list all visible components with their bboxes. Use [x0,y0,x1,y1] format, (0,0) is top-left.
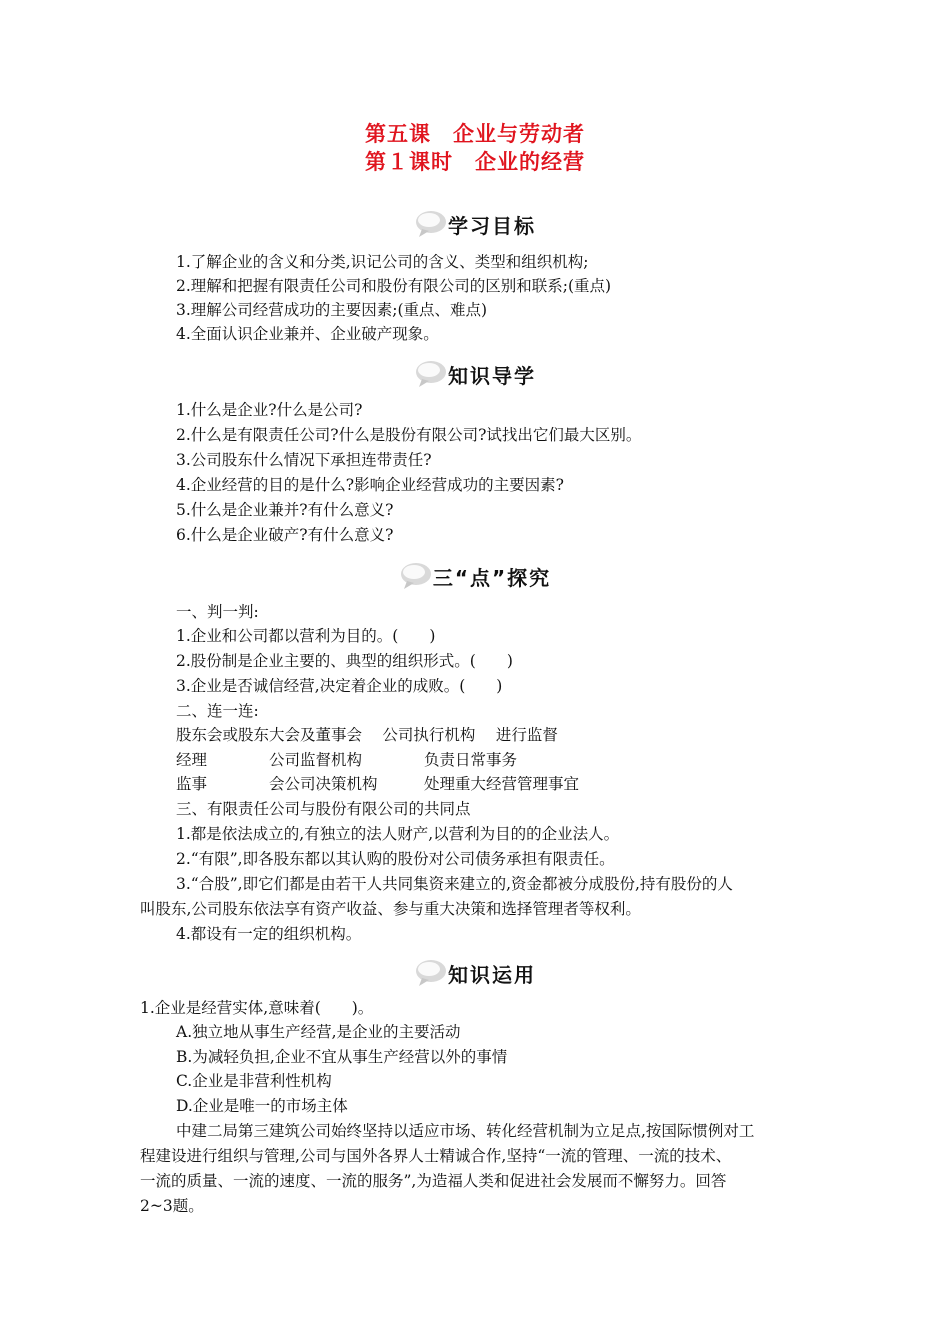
text-line: 4.都设有一定的组织机构。 [176,925,362,943]
text-line: 一、判一判: [176,603,259,621]
text-line: 股东会或股东大会及董事会 公司执行机构 进行监督 [176,726,558,744]
lesson-title-line-2: 第１课时 企业的经营 [365,150,585,174]
list-item: 1.了解企业的含义和分类,识记公司的含义、类型和组织机构; [176,253,589,271]
text-line: 二、连一连: [176,702,259,720]
text-line: 3.“合股”,即它们都是由若干人共同集资来建立的,资金都被分成股份,持有股份的人 [176,875,733,893]
passage-line: 一流的质量、一流的速度、一流的服务”,为造福人类和促进社会发展而不懈努力。回答 [140,1172,727,1190]
section-header-guide [0,354,950,394]
speech-bubble-icon [414,359,448,389]
section-header-apply [0,953,950,993]
section-title-goals: 学习目标 [448,213,536,238]
passage-line: 程建设进行组织与管理,公司与国外各界人士精诚合作,坚持“一流的管理、一流的技术、 [140,1147,732,1165]
list-item: 2.什么是有限责任公司?什么是股份有限公司?试找出它们最大区别。 [176,426,642,444]
list-item: 3.理解公司经营成功的主要因素;(重点、难点) [176,301,488,319]
list-item: 2.理解和把握有限责任公司和股份有限公司的区别和联系;(重点) [176,277,612,295]
speech-bubble-icon [399,561,433,591]
section-header-goals [0,204,950,244]
text-line: 经理 公司监督机构 负责日常事务 [176,751,518,769]
text-line: 3.企业是否诚信经营,决定着企业的成败。( ) [176,677,503,695]
list-item: 6.什么是企业破产?有什么意义? [176,526,394,544]
text-line: 2.“有限”,即各股东都以其认购的股份对公司债务承担有限责任。 [176,850,615,868]
speech-bubble-icon [414,209,448,239]
section-title-explore: 三“点”探究 [432,565,552,590]
text-line: 监事 会公司决策机构 处理重大经营管理事宜 [176,775,580,793]
section-title-guide: 知识导学 [448,363,536,388]
list-item: 4.全面认识企业兼并、企业破产现象。 [176,325,439,343]
list-item: 5.什么是企业兼并?有什么意义? [176,501,394,519]
option-b: B.为减轻负担,企业不宜从事生产经营以外的事情 [176,1048,508,1066]
passage-line: 中建二局第三建筑公司始终坚持以适应市场、转化经营机制为立足点,按国际惯例对工 [176,1122,755,1140]
lesson-title-line-1: 第五课 企业与劳动者 [365,122,585,146]
text-line: 三、有限责任公司与股份有限公司的共同点 [176,800,471,818]
section-header-explore [0,556,950,596]
section-title-apply: 知识运用 [448,962,536,987]
lesson-title [0,120,950,176]
list-item: 3.公司股东什么情况下承担连带责任? [176,451,432,469]
speech-bubble-icon [414,958,448,988]
option-a: A.独立地从事生产经营,是企业的主要活动 [176,1023,461,1041]
text-line: 2.股份制是企业主要的、典型的组织形式。( ) [176,652,513,670]
option-c: C.企业是非营利性机构 [176,1072,332,1090]
option-d: D.企业是唯一的市场主体 [176,1097,348,1115]
passage-line: 2~3题。 [140,1197,204,1215]
text-line: 1.都是依法成立的,有独立的法人财产,以营利为目的的企业法人。 [176,825,620,843]
text-line: 1.企业和公司都以营利为目的。( ) [176,627,436,645]
text-line: 叫股东,公司股东依法享有资产收益、参与重大决策和选择管理者等权利。 [140,900,641,918]
list-item: 1.什么是企业?什么是公司? [176,401,363,419]
list-item: 4.企业经营的目的是什么?影响企业经营成功的主要因素? [176,476,564,494]
question-stem: 1.企业是经营实体,意味着( )。 [140,999,374,1017]
